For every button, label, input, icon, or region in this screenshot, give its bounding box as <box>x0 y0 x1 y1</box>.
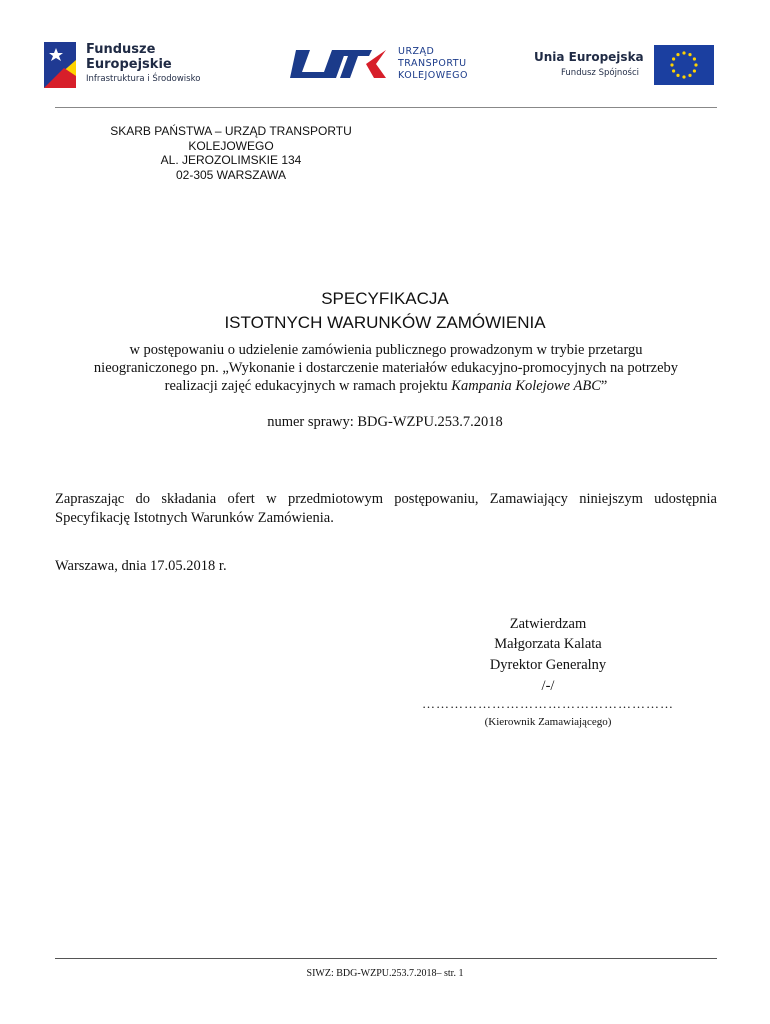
footer-divider <box>55 958 717 959</box>
sender-address <box>66 124 396 182</box>
utk-logo-text: URZĄD TRANSPORTU KOLEJOWEGO <box>398 46 468 81</box>
description-line-1: w postępowaniu o udzielenie zamówienia publicznego prowadzonym w trybie przetargu <box>129 342 643 358</box>
fe-star-flag-icon <box>40 38 80 94</box>
header-divider <box>55 107 717 108</box>
signature-mark: /-/ <box>541 678 555 694</box>
document-title-line-2: ISTOTNYCH WARUNKÓW ZAMÓWIENIA <box>224 313 546 332</box>
sender-line-2: AL. JEROZOLIMSKIE 134 <box>160 153 302 167</box>
document-title-line-1: SPECYFIKACJA <box>321 289 449 308</box>
description-line-3: realizacji zajęć edukacyjnych w ramach projektu Kampania Kolejowe ABC” <box>164 378 608 394</box>
sender-line-3: 02-305 WARSZAWA <box>175 167 287 182</box>
description-line-2: nieograniczonego pn. „Wykonanie i dostarczenie materiałów edukacyjno-promocyjnych na potrzeby <box>93 360 679 376</box>
case-number: numer sprawy: BDG-WZPU.253.7.2018 <box>267 414 503 430</box>
project-name: Kampania Kolejowe ABC <box>451 378 601 394</box>
date-line: Warszawa, dnia 17.05.2018 r. <box>55 558 227 574</box>
eu-flag-icon <box>654 45 714 85</box>
signature-role: (Kierownik Zamawiającego) <box>484 716 612 728</box>
utk-mark-icon <box>288 44 388 84</box>
signature-name: Małgorzata Kalata <box>494 636 602 652</box>
signature-position: Dyrektor Generalny <box>489 657 607 673</box>
sender-line-1: SKARB PAŃSTWA – URZĄD TRANSPORTU KOLEJOWEGO <box>110 124 352 153</box>
invitation-line-1: Zapraszając do składania ofert w przedmiotowym postępowaniu, Zamawiający niniejszym udostępnia <box>55 491 717 507</box>
unia-europejska-logo <box>530 42 716 88</box>
fe-logo-title: Fundusze Europejskie <box>86 42 172 72</box>
invitation-line-2: Specyfikację Istotnych Warunków Zamówienia. <box>55 510 334 526</box>
invitation-paragraph <box>55 490 717 528</box>
signature-dotted-line: ……………………………………………… <box>422 696 674 711</box>
signature-approve: Zatwierdzam <box>509 616 587 632</box>
procedure-description <box>55 341 717 395</box>
utk-logo <box>288 42 488 88</box>
page-footer: SIWZ: BDG-WZPU.253.7.2018– str. 1 <box>306 968 464 979</box>
ue-logo-title: Unia Europejska <box>534 50 644 64</box>
ue-logo-subtitle: Fundusz Spójności <box>561 68 639 78</box>
fundusze-europejskie-logo <box>40 34 240 98</box>
fe-logo-subtitle: Infrastruktura i Środowisko <box>86 74 201 84</box>
